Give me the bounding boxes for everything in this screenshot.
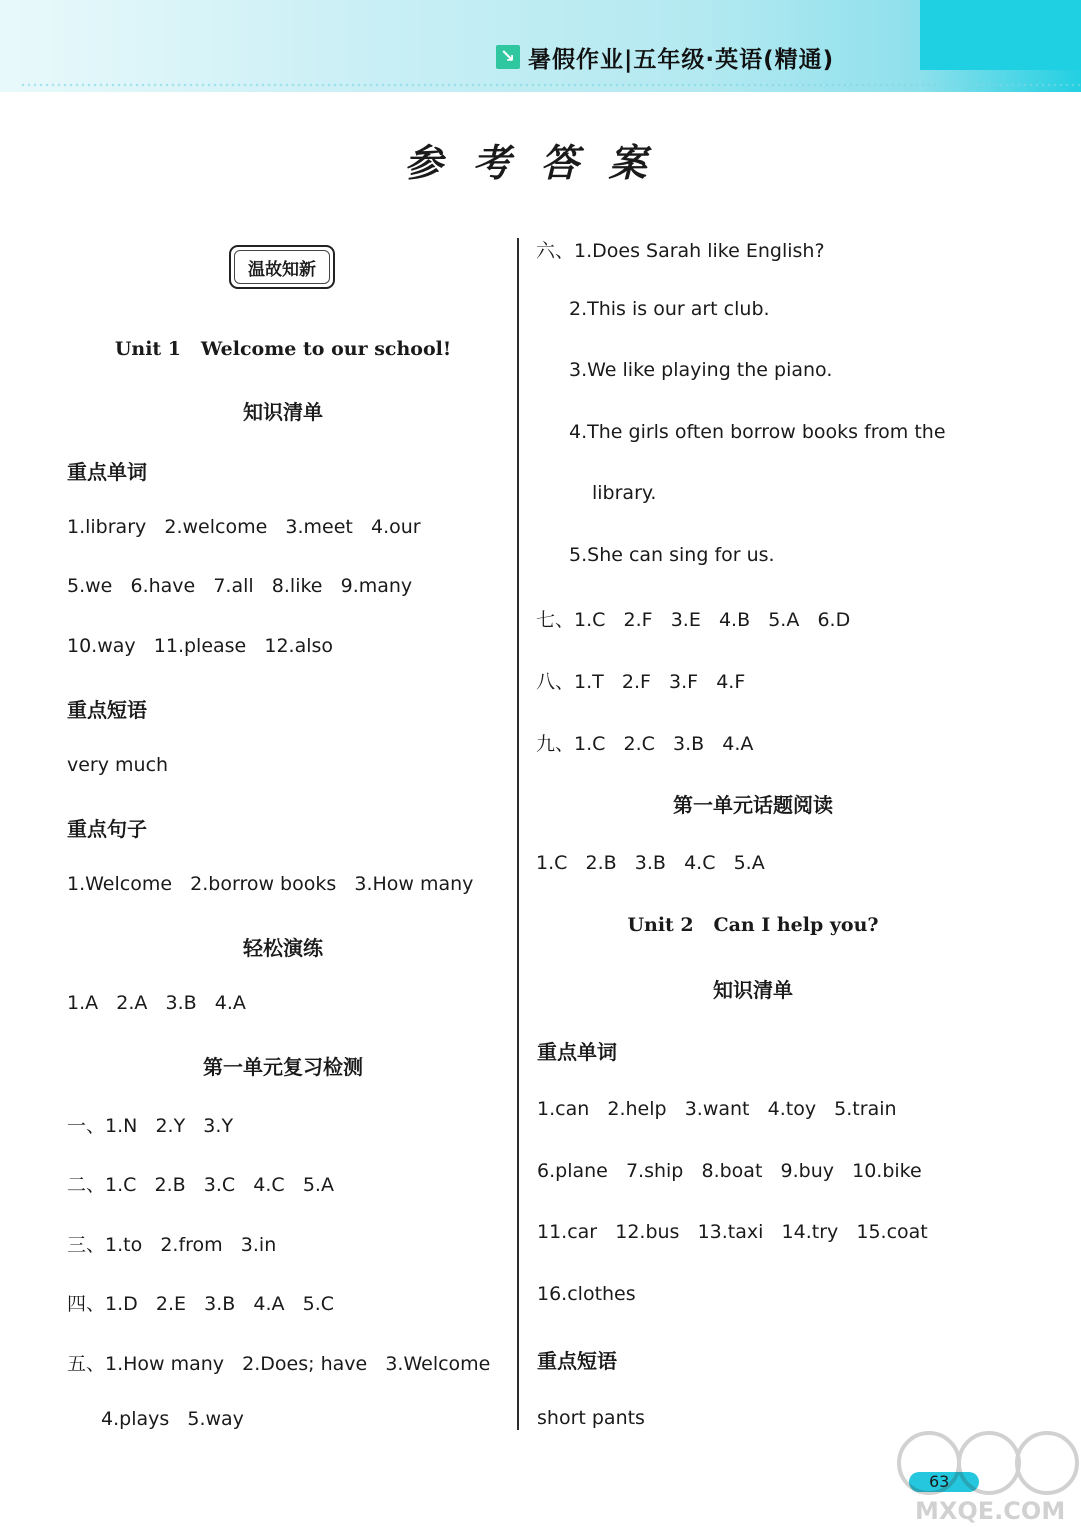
answer-line: 一、1.N 2.Y 3.Y <box>67 1115 234 1137</box>
watermark-circle-icon <box>897 1431 961 1495</box>
answer-line: 四、1.D 2.E 3.B 4.A 5.C <box>67 1293 335 1315</box>
key-words-heading: 重点单词 <box>67 460 147 484</box>
answer-line: 六、1.Does Sarah like English? <box>536 240 825 262</box>
answer-line: 三、1.to 2.from 3.in <box>67 1234 277 1256</box>
section-badge <box>229 245 335 289</box>
reading-heading: 第一单元话题阅读 <box>673 793 833 817</box>
key-words-line: 1.library 2.welcome 3.meet 4.our <box>67 516 421 538</box>
column-divider <box>517 238 519 1430</box>
unit2-title: Unit 2 Can I help you? <box>627 914 879 936</box>
answer-line: 2.This is our art club. <box>569 298 770 320</box>
key-words-line: 10.way 11.please 12.also <box>67 635 334 657</box>
arrow-icon: ↘ <box>496 45 520 69</box>
answer-line: library. <box>592 482 657 504</box>
key-words-line: 6.plane 7.ship 8.boat 9.buy 10.bike <box>537 1160 922 1182</box>
answer-line: 4.plays 5.way <box>101 1408 244 1430</box>
key-phrases-heading: 重点短语 <box>67 698 147 722</box>
answer-line: 4.The girls often borrow books from the <box>569 421 946 443</box>
key-phrase: short pants <box>537 1407 645 1429</box>
watermark-circle-icon <box>1015 1431 1079 1495</box>
unit1-title: Unit 1 Welcome to our school! <box>114 338 452 360</box>
answer-line: 九、1.C 2.C 3.B 4.A <box>536 733 754 755</box>
key-sentences-heading: 重点句子 <box>67 817 147 841</box>
knowledge-list-heading: 知识清单 <box>713 978 793 1002</box>
header-accent-bar <box>920 0 1081 70</box>
answer-line: 八、1.T 2.F 3.F 4.F <box>536 671 746 693</box>
answer-line: 5.She can sing for us. <box>569 544 775 566</box>
practice-answers: 1.A 2.A 3.B 4.A <box>67 992 246 1014</box>
key-phrase: very much <box>67 754 169 776</box>
watermark-circle-icon <box>957 1431 1021 1495</box>
key-sentences: 1.Welcome 2.borrow books 3.How many <box>67 873 474 895</box>
watermark-logo <box>885 1425 1075 1533</box>
answer-line: 二、1.C 2.B 3.C 4.C 5.A <box>67 1174 334 1196</box>
review-heading: 第一单元复习检测 <box>203 1055 363 1079</box>
answer-line: 3.We like playing the piano. <box>569 359 833 381</box>
page-number-text: 63 <box>929 1472 950 1491</box>
key-words-line: 11.car 12.bus 13.taxi 14.try 15.coat <box>537 1221 928 1243</box>
key-words-line: 5.we 6.have 7.all 8.like 9.many <box>67 575 413 597</box>
answer-line: 五、1.How many 2.Does; have 3.Welcome <box>67 1353 491 1375</box>
practice-heading: 轻松演练 <box>243 936 323 960</box>
watermark-text: MXQE.COM <box>915 1497 1066 1525</box>
key-phrases-heading: 重点短语 <box>537 1349 617 1373</box>
series-title <box>496 40 834 74</box>
section-badge-label: 温故知新 <box>248 259 316 280</box>
answer-line: 七、1.C 2.F 3.E 4.B 5.A 6.D <box>536 609 851 631</box>
header-dotted-line <box>20 82 1081 88</box>
key-words-line: 1.can 2.help 3.want 4.toy 5.train <box>537 1098 897 1120</box>
knowledge-list-heading: 知识清单 <box>243 400 323 424</box>
series-title-text: 暑假作业|五年级·英语(精通) <box>528 46 835 73</box>
reading-answers: 1.C 2.B 3.B 4.C 5.A <box>536 852 765 874</box>
key-words-heading: 重点单词 <box>537 1040 617 1064</box>
key-words-line: 16.clothes <box>537 1283 636 1305</box>
page-title: 参考答案 <box>404 140 677 185</box>
